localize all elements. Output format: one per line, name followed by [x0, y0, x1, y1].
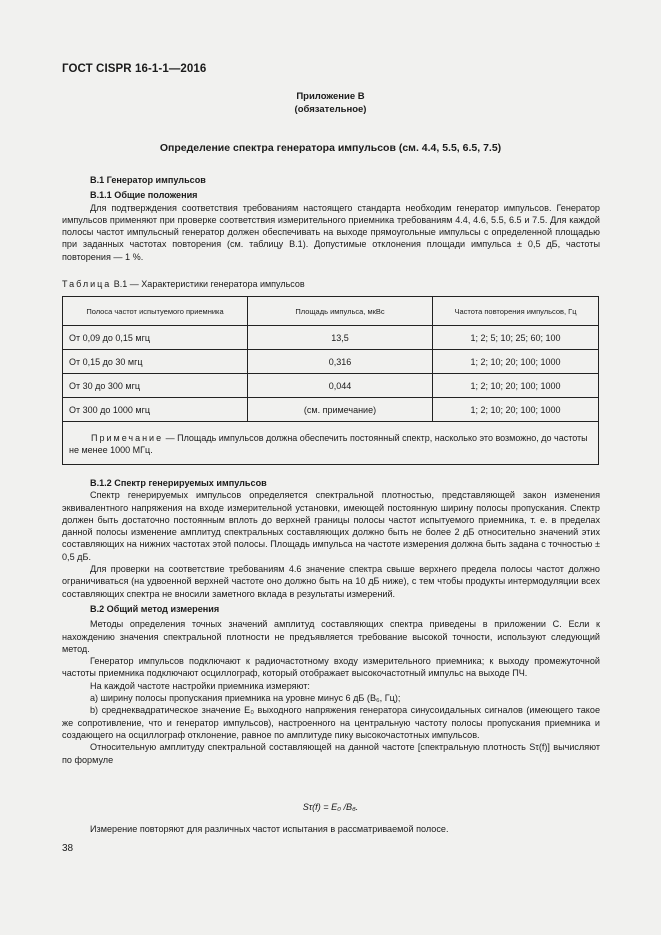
paragraph: На каждой частоте настройки приемника измеряют:: [90, 680, 310, 691]
table-caption-rest: В.1 — Характеристики генератора импульсов: [111, 279, 305, 289]
paragraph: Методы определения точных значений амплитуд составляющих спектра приведены в приложении С. Если к нахождению значения спектральной плотности не предъявляется требование высокой точности, используют следующий метод.: [62, 619, 600, 654]
section-heading: В.1 Генератор импульсов: [90, 175, 206, 185]
formula: Sτ(f) = E₀ /B₆.: [302, 802, 359, 812]
table-row: [63, 398, 599, 422]
page-number: 38: [62, 843, 74, 854]
subsection-heading: В.1.1 Общие положения: [90, 190, 198, 201]
paragraph: Генератор импульсов подключают к радиочастотному входу измерительного приемника; к выходу промежуточной частоты приемника подключают осциллограф, который отображает высокочастотный импульс на выходе ПЧ.: [62, 656, 600, 679]
table-cell: От 300 до 1000 мгц: [63, 398, 248, 422]
table-cell: 0,044: [248, 374, 433, 398]
table-note-row: [63, 422, 599, 465]
table-row: [63, 350, 599, 374]
table-cell: (см. примечание): [248, 398, 433, 422]
table-cell: 1; 2; 10; 20; 100; 1000: [433, 398, 599, 422]
table-row: [63, 374, 599, 398]
annex-title: Приложение В: [296, 91, 365, 102]
list-item: а) ширину полосы пропускания приемника на уровне минус 6 дБ (B₆, Гц);: [90, 693, 401, 704]
table-cell: 1; 2; 10; 20; 100; 1000: [433, 374, 599, 398]
table-cell: От 30 до 300 мгц: [63, 374, 248, 398]
annex-status: (обязательное): [294, 104, 367, 115]
table-cell: От 0,15 до 30 мгц: [63, 350, 248, 374]
table-header: Площадь импульса, мкВс: [248, 297, 433, 326]
note-label: Примечание: [91, 432, 164, 443]
characteristics-table: [62, 296, 599, 465]
note-text: — Площадь импульсов должна обеспечить постоянный спектр, насколько это возможно, до частоты не менее 1000 МГц.: [69, 432, 588, 455]
annex-heading: [0, 90, 661, 116]
standard-header: ГОСТ CISPR 16-1-1—2016: [62, 63, 207, 75]
annex-main-title: Определение спектра генератора импульсов (см. 4.4, 5.5, 6.5, 7.5): [159, 142, 502, 154]
paragraph: Для подтверждения соответствия требованиям настоящего стандарта необходим генератор импульсов. Генератор импульсов применяют при проверке соответствия измерительного приемника требованиям 4.4, 4.6, 5.5, 6.5 и 7.5. Для каждой полосы частот импульсный генератор должен обеспечивать на выходе прямоугольные импульсы с определенной площадью при заданных частотах повторения (см. таблицу В.1). Допустимые отклонения площади импульса ± 0,5 дБ, частоты повторения — 1 %.: [62, 202, 600, 262]
table-header-row: [63, 297, 599, 326]
final-paragraph-block: [62, 823, 600, 835]
table-caption: [62, 279, 305, 289]
paragraph: Для проверки на соответствие требованиям 4.6 значение спектра свыше верхнего предела полосы частот должно ограничиваться (на удвоенной верхней частоте оно должно быть на 10 дБ ниже), с тем чтобы продукты интермодуляции всех составляющих спектра не вносили заметного вклада в результаты измерений.: [62, 564, 600, 599]
paragraph: Относительную амплитуду спектральной составляющей на данной частоте [спектральную плотность Sτ(f)] вычисляют по формуле: [62, 742, 600, 765]
table-cell: 13,5: [248, 326, 433, 350]
table-cell: От 0,09 до 0,15 мгц: [63, 326, 248, 350]
table-header: Частота повторения импульсов, Гц: [433, 297, 599, 326]
table-row: [63, 326, 599, 350]
table-note: [63, 422, 599, 465]
list-item: b) среднеквадратическое значение E₀ выходного напряжения генератора синусоидальных сигналов (имеющего такое же сопротивление, что и генератор импульсов), настроенного на центральную частоту полосы пропускания приемника и создающего на осциллограф отклонение, равное по амплитуде пику высокочастотных импульсов.: [62, 705, 600, 740]
section-b1: [62, 174, 600, 263]
table-caption-word: Таблица: [62, 279, 112, 289]
table-cell: 0,316: [248, 350, 433, 374]
table-cell: 1; 2; 10; 20; 100; 1000: [433, 350, 599, 374]
paragraph: Измерение повторяют для различных частот испытания в рассматриваемой полосе.: [90, 824, 449, 834]
section-heading: В.2 Общий метод измерения: [90, 603, 220, 614]
subsection-heading: В.1.2 Спектр генерируемых импульсов: [90, 478, 267, 488]
table-header: Полоса частот испытуемого приемника: [63, 297, 248, 326]
section-b12: [62, 477, 600, 766]
paragraph: Спектр генерируемых импульсов определяется спектральной плотностью, представляющей закон изменения эквивалентного напряжения на входе измерительной установки, имеющей постоянную ширину полосы пропускания. Спектр должен быть достаточно постоянным вплоть до верхней границы полосы частот испытуемого приемника, т. е. в пределах данной полосы изменение амплитуд спектральных составляющих должно быть не более 2 дБ относительно значений этих составляющих на нижних частотах этой полосы. Площадь импульса на частоте измерения должна быть задана с точностью ± 0,5 дБ.: [62, 490, 600, 562]
table-cell: 1; 2; 5; 10; 25; 60; 100: [433, 326, 599, 350]
